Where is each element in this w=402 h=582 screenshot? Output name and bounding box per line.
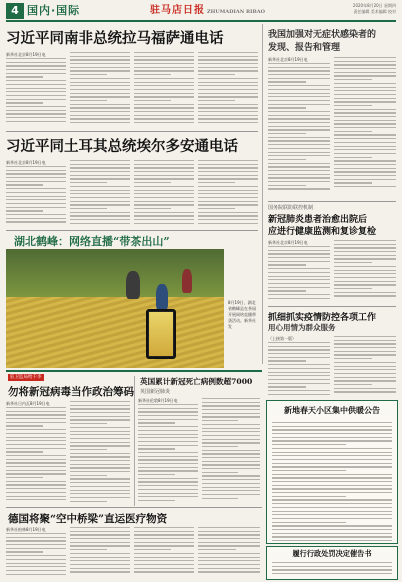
notice-title-heating: 新地春天小区集中供暖公告 — [284, 405, 380, 415]
column-divider — [134, 376, 135, 506]
section-divider — [268, 201, 396, 202]
body-text-col — [134, 160, 194, 228]
body-text-col: 新华社北京8月19日电 — [268, 57, 330, 199]
section-divider — [6, 507, 262, 508]
headline-turkey: 习近平同土耳其总统埃尔多安通电话 — [6, 138, 238, 155]
body-text-col — [334, 240, 396, 304]
headline-epidemic-prep-line2: 用心用情为群众服务 — [268, 323, 336, 332]
header-rule — [6, 20, 396, 22]
notice-box-heating — [266, 400, 398, 544]
body-text-col — [70, 401, 130, 505]
headline-covid-discharge-line2: 应进行健康监测和复诊复检 — [268, 227, 377, 237]
headline-south-africa: 习近平同南非总统拉马福萨通电话 — [6, 30, 224, 47]
page-number: 4 — [6, 3, 24, 19]
body-text-col — [334, 336, 396, 398]
photo-caption: 8月19日，湖北省鹤峰县在茶园开展网络直播带货活动。新华社发 — [228, 300, 256, 329]
body-text-col: 新华社北京8月19日电 — [6, 52, 66, 128]
body-text-col — [134, 527, 194, 577]
body-text-col: 新华社伦敦8月19日电 — [138, 398, 198, 506]
section-tag: 驻卫监局给千李 — [10, 375, 42, 380]
headline-epidemic-prep: 抓细抓实疫情防控各项工作 — [268, 313, 377, 323]
notice-title-penalty: 履行行政处罚决定催告书 — [292, 549, 372, 558]
body-text-col — [198, 527, 260, 577]
section-divider — [6, 131, 258, 132]
kicker-covid: 国务院联防联控机制 — [268, 205, 314, 211]
dateline: 2020年8月20日 星期四 责任编辑 美术编辑 校对 — [352, 3, 396, 14]
body-text-col: 新华社北京8月19日电 — [6, 160, 66, 228]
body-text-col — [334, 57, 396, 199]
tea-garden-photo — [6, 249, 224, 368]
body-text-col — [198, 52, 258, 128]
body-text-col: （上接第一版） — [268, 336, 330, 398]
headline-asymptomatic: 我国加强对无症状感染者的 — [268, 30, 377, 40]
body-text-col — [134, 52, 194, 128]
lower-section-rule — [6, 370, 262, 372]
body-text-col — [70, 527, 130, 577]
body-text-col — [70, 52, 130, 128]
headline-fraud: 勿将新冠病毒当作政治筹码 — [8, 386, 134, 398]
column-divider — [262, 24, 263, 364]
notice-box-penalty — [266, 546, 398, 580]
body-text-col: 新华社日内瓦8月19日电 — [6, 401, 66, 505]
body-text-col — [70, 160, 130, 228]
body-text-col: 新华社北京8月19日电 — [268, 240, 330, 304]
body-text-col — [198, 160, 258, 228]
body-text-col: 新华社柏林8月19日电 — [6, 527, 66, 577]
section-title: 国内·国际 — [27, 4, 81, 17]
headline-uk: 英国累计新冠死亡病例数超7000 — [140, 377, 253, 386]
headline-germany: 德国将聚“空中桥梁”直运医疗物资 — [8, 513, 168, 525]
body-text-col — [202, 398, 260, 506]
section-divider — [6, 230, 258, 231]
kicker-uk: 英国新冠肺炎 — [140, 389, 171, 395]
section-divider — [268, 306, 396, 307]
headline-feature: 湖北鹤峰：网络直播“带茶出山” — [14, 235, 170, 248]
headline-asymptomatic-line2: 发现、报告和管理 — [268, 43, 341, 53]
masthead: 驻马店日报 ZHUMADIAN RIBAO — [150, 5, 265, 16]
headline-covid-discharge: 新冠肺炎患者治愈出院后 — [268, 215, 368, 225]
